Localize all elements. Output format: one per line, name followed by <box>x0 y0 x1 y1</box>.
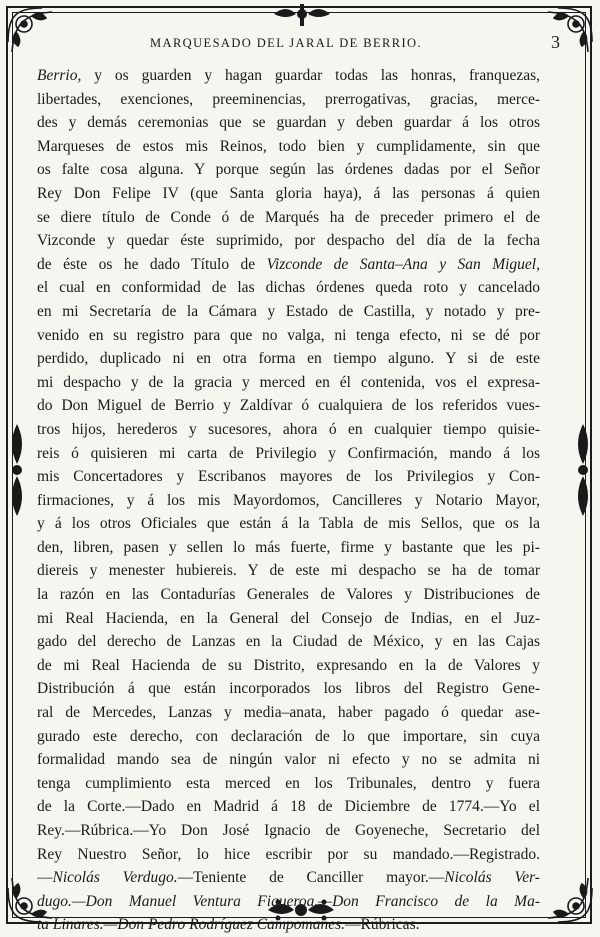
italic-text-segment: Berrio, <box>37 67 82 84</box>
text-segment: Vizconde y quedar éste suprimido, por despacho del día de la fecha <box>37 232 540 250</box>
text-segment: tros hijos, herederos y sucesores, ahora ó en cualquier tiempo quisie- <box>37 420 540 438</box>
side-flourish-icon <box>572 420 594 520</box>
text-segment: la razón en las Contadurías Generales de Valores y Distribuciones de <box>37 586 540 604</box>
text-segment: Distribución á que están incorporados los libros del Registro Gene- <box>37 680 540 698</box>
corner-flourish-icon <box>536 2 598 64</box>
text-line <box>37 64 540 88</box>
text-segment: de mi Real Hacienda de su Distrito, expresando en la de Valores y <box>37 656 540 674</box>
text-line <box>37 324 540 348</box>
text-segment: do Don Miguel de Berrio y Zaldívar ó cualquiera de los referidos vues- <box>37 397 540 415</box>
corner-flourish-icon <box>536 866 598 928</box>
text-segment: diereis y menester hubiereis. Y de este mi despacho se ha de tomar <box>37 562 540 580</box>
page-number: 3 <box>551 32 560 52</box>
text-segment: de éste os he dado Título de <box>37 255 267 273</box>
text-line <box>37 300 540 324</box>
text-line <box>37 583 540 607</box>
text-line <box>37 394 540 418</box>
text-segment: venido en su registro para que no valga, ni tenga efecto, ni se dé por <box>37 326 540 344</box>
text-line <box>37 795 540 819</box>
corner-flourish-icon <box>2 2 64 64</box>
text-line <box>37 253 540 277</box>
text-segment: mi Real Hacienda, en la General del Consejo de Indias, en el Juz- <box>37 609 540 627</box>
text-segment: libertades, exenciones, preeminencias, prerrogativas, gracias, merce- <box>37 90 540 108</box>
text-segment: reis ó quisieren mi carta de Privilegio y Confirmación, mando á los <box>37 444 540 462</box>
text-segment: y á los otros Oficiales que están á la Tabla de mis Sellos, que os la <box>37 515 540 533</box>
text-line <box>37 371 540 395</box>
text-line <box>37 607 540 631</box>
text-segment: —Teniente de Canciller mayor.— <box>177 869 445 887</box>
text-segment: se diere título de Conde ó de Marqués ha de preceder primero el de <box>37 208 540 226</box>
text-segment: perdido, duplicado ni en otra forma en tiempo alguno. Y si de este <box>37 350 540 368</box>
italic-text-segment: Vizconde de Santa–Ana y San Miguel, <box>266 255 540 273</box>
running-head <box>40 34 560 54</box>
text-line <box>37 206 540 230</box>
text-line <box>37 465 540 489</box>
text-line <box>37 725 540 749</box>
text-line <box>37 229 540 253</box>
text-segment: gurado este derecho, con declaración de lo que importare, sin cuya <box>37 727 540 745</box>
text-line <box>37 630 540 654</box>
text-segment: Marqueses de estos mis Reinos, todo bien y cumplidamente, sin que <box>37 137 540 155</box>
top-center-ornament-icon <box>270 2 334 28</box>
text-line <box>37 158 540 182</box>
text-line <box>37 442 540 466</box>
text-segment: mis Concertadores y Escribanos mayores de los Privilegios y Con- <box>37 468 540 486</box>
text-segment: os falte cosa alguna. Y porque según las órdenes dadas por el Señor <box>37 161 540 179</box>
text-segment: — <box>37 869 53 887</box>
text-line <box>37 819 540 843</box>
text-line <box>37 512 540 536</box>
text-line <box>37 866 540 890</box>
italic-text-segment: ta Linares.—Don Pedro Rodríguez Campomanes. <box>37 916 345 934</box>
text-segment: Rey Nuestro Señor, lo hice escribir por su mandado.—Registrado. <box>37 845 540 863</box>
text-line <box>37 536 540 560</box>
text-line <box>37 347 540 371</box>
text-segment: firmaciones, y á los mis Mayordomos, Cancilleres y Notario Mayor, <box>37 491 540 509</box>
text-segment: Rey Don Felipe IV (que Santa gloria haya), á las personas á quien <box>37 184 540 202</box>
text-segment: mi despacho y de la gracia y merced en él contenida, vos el expresa- <box>37 373 540 391</box>
text-line <box>37 111 540 135</box>
text-segment: den, libren, pasen y sellen lo más fuerte, firme y bastante que les pi- <box>37 538 540 556</box>
text-segment: Rey.—Rúbrica.—Yo Don José Ignacio de Goyeneche, Secretario del <box>37 822 540 839</box>
italic-text-segment: dugo.—Don Manuel Ventura Figueroa.—Don Francisco de la Ma- <box>37 892 540 910</box>
italic-text-segment: Nicolás Verdugo. <box>52 869 178 887</box>
italic-text-segment: Nicolás Ver- <box>444 869 540 887</box>
text-line <box>37 276 540 300</box>
text-line <box>37 843 540 867</box>
text-segment: gado del derecho de Lanzas en la Ciudad de México, y en las Cajas <box>37 633 540 651</box>
text-line <box>37 701 540 725</box>
text-segment: de la Corte.—Dado en Madrid á 18 de Diciembre de 1774.—Yo el <box>37 798 540 816</box>
text-segment: ral de Mercedes, Lanzas y media–anata, haber pagado ó quedar ase- <box>37 704 540 722</box>
text-segment: des y demás ceremonias que se guardan y deben guardar á los otros <box>37 114 540 132</box>
text-line <box>37 182 540 206</box>
text-line <box>37 772 540 796</box>
text-line <box>37 748 540 772</box>
text-line <box>37 489 540 513</box>
text-segment: formalidad mando sea de ningún valor ni efecto y no se admita ni <box>37 751 540 769</box>
text-segment: y os guarden y hagan guardar todas las honras, franquezas, <box>81 67 540 84</box>
text-segment: tenga cumplimiento esta merced en los Tribunales, dentro y fuera <box>37 774 540 792</box>
text-line <box>37 890 540 914</box>
running-title: MARQUESADO DEL JARAL DE BERRIO. <box>150 36 422 50</box>
text-line <box>37 418 540 442</box>
document-body <box>37 64 540 937</box>
text-line <box>37 559 540 583</box>
text-line <box>37 913 540 937</box>
text-line <box>37 677 540 701</box>
side-flourish-icon <box>6 420 28 520</box>
text-line <box>37 654 540 678</box>
text-line <box>37 135 540 159</box>
text-segment: —Rúbricas. <box>345 916 420 934</box>
text-segment: en mi Secretaría de la Cámara y Estado de Castilla, y notado y pre- <box>37 302 540 320</box>
text-line <box>37 88 540 112</box>
text-segment: el cual en conformidad de las dichas órdenes queda roto y cancelado <box>37 279 540 297</box>
